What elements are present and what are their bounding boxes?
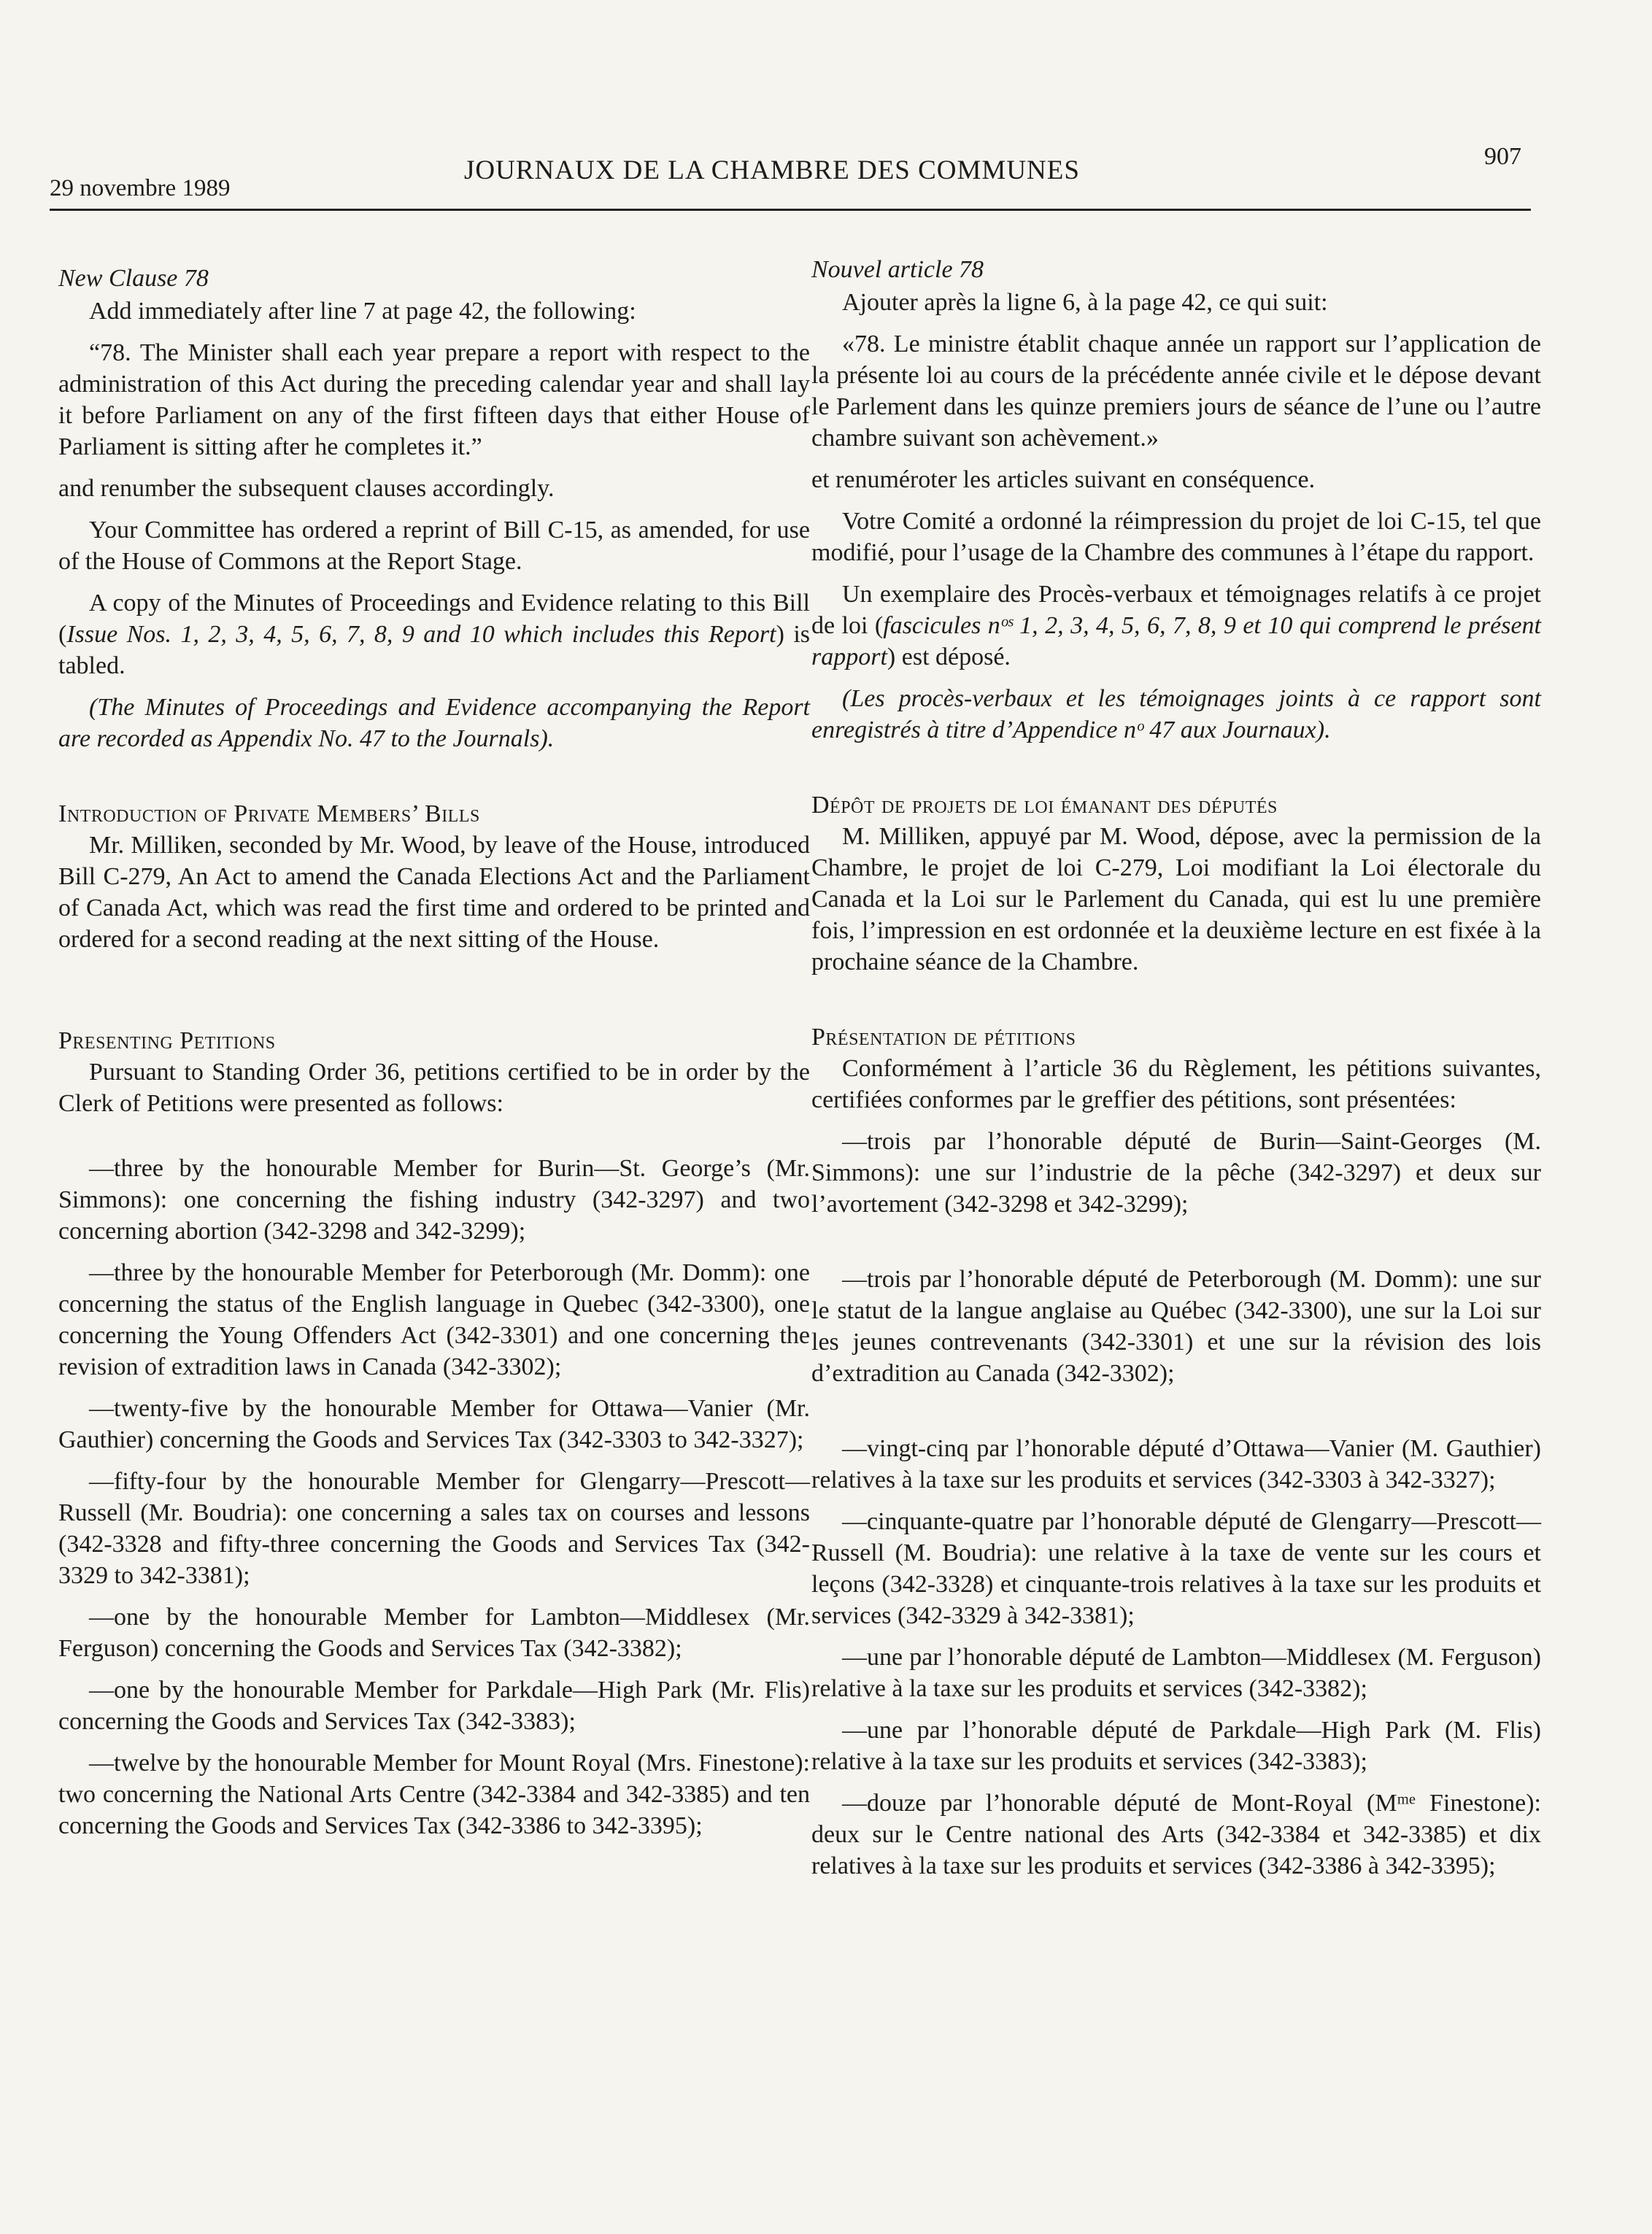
header-date: 29 novembre 1989	[50, 175, 231, 201]
petition-item: —one by the honourable Member for Parkdale—High Park (Mr. Flis) concerning the Goods and Services Tax (342-3383);	[58, 1677, 810, 1735]
renumber-line: et renuméroter les articles suivant en conséquence.	[811, 466, 1316, 493]
reprint-paragraph: Votre Comité a ordonné la réimpression du projet de loi C-15, tel que modifié, pour l’usage de la Chambre des communes à l’étape du rapport.	[811, 508, 1541, 566]
petition-item: —douze par l’honorable député de Mont-Royal (Mᵐᵉ Finestone): deux sur le Centre national des Arts (342-3384 et 342-3385) et dix relatives à la taxe sur les produits et services (342-3386 à 342-3395);	[811, 1790, 1541, 1879]
petition-item: —twenty-five by the honourable Member for Ottawa—Vanier (Mr. Gauthier) concerning the Goods and Services Tax (342-3303 to 342-3327);	[58, 1395, 810, 1453]
petitions-heading: Présentation de pétitions	[811, 1024, 1076, 1051]
petition-item: —three by the honourable Member for Burin—St. George’s (Mr. Simmons): one concerning the fishing industry (342-3297) and two concerning abortion (342-3298 and 342-3299);	[58, 1155, 810, 1245]
private-bills-heading: Introduction of Private Members’ Bills	[58, 800, 480, 827]
petition-item: —vingt-cinq par l’honorable député d’Ottawa—Vanier (M. Gauthier) relatives à la taxe sur les produits et services (342-3303 à 342-3327);	[811, 1435, 1541, 1493]
minutes-copy-a: A copy of the Minutes of Proceedings and Evidence relating to this Bill (	[58, 590, 810, 648]
petitions-heading: Presenting Petitions	[58, 1027, 276, 1054]
reprint-paragraph: Your Committee has ordered a reprint of Bill C-15, as amended, for use of the House of Commons at the Report Stage.	[58, 517, 810, 575]
add-line: Add immediately after line 7 at page 42, the following:	[89, 298, 636, 325]
clause-quote: “78. The Minister shall each year prepare a report with respect to the administration of this Act during the preceding calendar year and shall lay it before Parliament on any of the first fifteen days that either House of Parliament is sitting after he completes it.”	[58, 339, 810, 460]
header-title: JOURNAUX DE LA CHAMBRE DES COMMUNES	[464, 155, 1080, 185]
petitions-intro: Conformément à l’article 36 du Règlement, les pétitions suivantes, certifiées conformes par le greffier des pétitions, sont présentées:	[811, 1055, 1541, 1113]
minutes-copy-italic: Issue Nos. 1, 2, 3, 4, 5, 6, 7, 8, 9 and 10 which includes this Report	[66, 621, 776, 648]
petition-item: —une par l’honorable député de Parkdale—High Park (M. Flis) relative à la taxe sur les produits et services (342-3383);	[811, 1717, 1541, 1775]
petition-item: —fifty-four by the honourable Member for Glengarry—Prescott—Russell (Mr. Boudria): one concerning a sales tax on courses and lessons (342-3328 and fifty-three concerning the Goods and Services Tax (342-3329 to 342-3381);	[58, 1468, 810, 1589]
minutes-copy-b: ) is tabled.	[58, 621, 811, 679]
english-column	[58, 263, 810, 1841]
private-bills-heading: Dépôt de projets de loi émanant des députés	[811, 792, 1278, 819]
french-column	[811, 254, 1541, 1882]
header-rule	[50, 209, 1531, 211]
petition-item: —twelve by the honourable Member for Mount Royal (Mrs. Finestone): two concerning the National Arts Centre (342-3384 and 342-3385) and ten concerning the Goods and Services Tax (342-3386 to 342-3395);	[58, 1750, 810, 1839]
minutes-note: (Les procès-verbaux et les témoignages joints à ce rapport sont enregistrés à titre d’Appendice nᵒ 47 aux Journaux).	[811, 685, 1541, 743]
clause-heading: New Clause 78	[58, 265, 209, 292]
clause-heading: Nouvel article 78	[811, 256, 984, 283]
petitions-intro: Pursuant to Standing Order 36, petitions certified to be in order by the Clerk of Petitions were presented as follows:	[58, 1059, 810, 1117]
petition-item: —trois par l’honorable député de Peterborough (M. Domm): une sur le statut de la langue anglaise au Québec (342-3300), une sur la Loi sur les jeunes contrevenants (342-3301) et une sur la révision des lois d’extradition au Canada (342-3302);	[811, 1266, 1541, 1387]
clause-quote: «78. Le ministre établit chaque année un rapport sur l’application de la présente loi au cours de la précédente année civile et le dépose devant le Parlement dans les quinze premiers jours de séance de l’une ou l’autre chambre suivant son achèvement.»	[811, 331, 1541, 452]
petition-item: —cinquante-quatre par l’honorable député de Glengarry—Prescott—Russell (M. Boudria): une relative à la taxe de vente sur les cours et leçons (342-3328) et cinquante-trois relatives à la taxe sur les produits et services (342-3329 à 342-3381);	[811, 1508, 1541, 1629]
add-line: Ajouter après la ligne 6, à la page 42, ce qui suit:	[842, 289, 1328, 316]
minutes-note: (The Minutes of Proceedings and Evidence accompanying the Report are recorded as Appendix No. 47 to the Journals).	[58, 694, 810, 752]
petition-item: —trois par l’honorable député de Burin—Saint-Georges (M. Simmons): une sur l’industrie de la pêche (342-3297) et deux sur l’avortement (342-3298 et 342-3299);	[811, 1128, 1541, 1218]
minutes-copy-italic: fascicules nᵒˢ 1, 2, 3, 4, 5, 6, 7, 8, 9 et 10 qui comprend le présent rapport	[811, 612, 1541, 670]
page-number: 907	[1484, 143, 1521, 170]
private-bills-text: Mr. Milliken, seconded by Mr. Wood, by leave of the House, introduced Bill C-279, An Act to amend the Canada Elections Act and the Parliament of Canada Act, which was read the first time and ordered to be printed and ordered for a second reading at the next sitting of the House.	[58, 832, 810, 953]
minutes-copy-paragraph	[811, 579, 1541, 673]
minutes-copy-b: ) est déposé.	[887, 643, 1011, 670]
petition-item: —une par l’honorable député de Lambton—Middlesex (M. Ferguson) relative à la taxe sur les produits et services (342-3382);	[811, 1644, 1541, 1702]
minutes-copy-a: Un exemplaire des Procès-verbaux et témoignages relatifs à ce projet de loi (	[811, 581, 1541, 639]
minutes-copy-paragraph	[58, 587, 810, 681]
private-bills-text: M. Milliken, appuyé par M. Wood, dépose, avec la permission de la Chambre, le projet de loi C-279, Loi modifiant la Loi électorale du Canada et la Loi sur le Parlement du Canada, qui est lu une première fois, l’impression en est ordonnée et la deuxième lecture en est fixée à la prochaine séance de la Chambre.	[811, 823, 1541, 975]
petition-item: —three by the honourable Member for Peterborough (Mr. Domm): one concerning the status of the English language in Quebec (342-3300), one concerning the Young Offenders Act (342-3301) and one concerning the revision of extradition laws in Canada (342-3302);	[58, 1259, 810, 1380]
renumber-line: and renumber the subsequent clauses accordingly.	[58, 475, 555, 502]
petition-item: —one by the honourable Member for Lambton—Middlesex (Mr. Ferguson) concerning the Goods and Services Tax (342-3382);	[58, 1604, 810, 1662]
